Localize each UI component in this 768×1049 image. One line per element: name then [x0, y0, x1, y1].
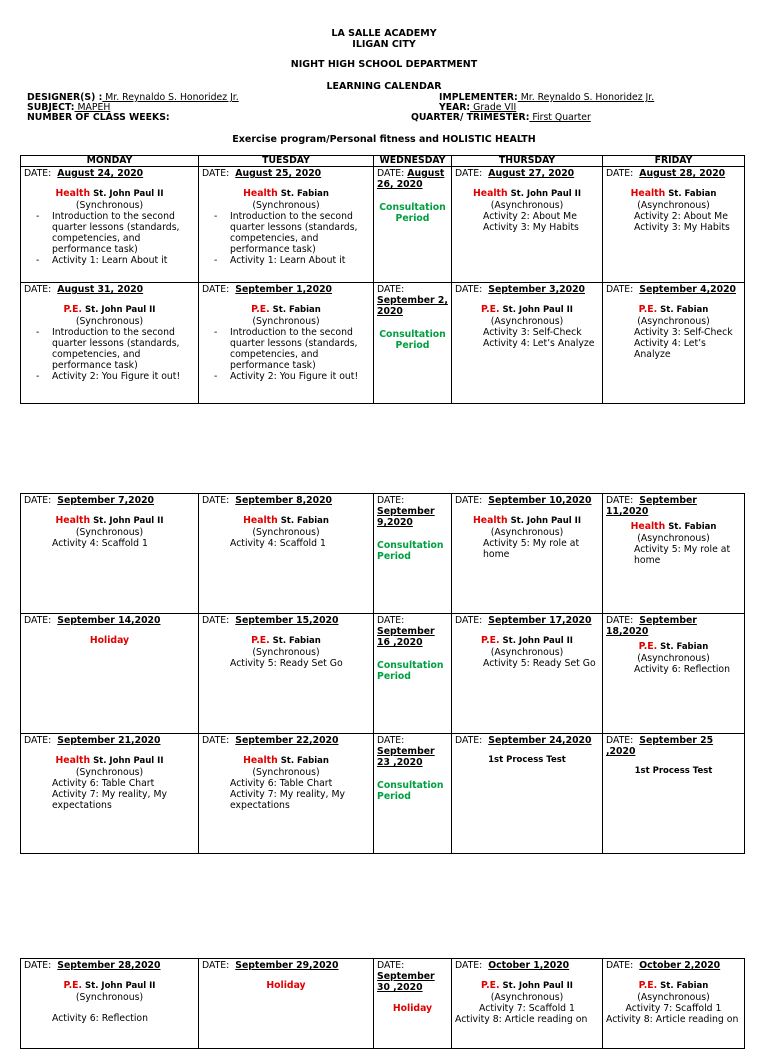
day-header-friday: FRIDAY — [603, 156, 745, 167]
list-item: - Introduction to the second quarter lessons (standards, competencies, and performance task) — [230, 327, 370, 371]
subject-line: Health St. Fabian — [243, 755, 329, 766]
date-line: DATE: September 30 ,2020 — [377, 960, 435, 993]
city-name: ILIGAN CITY — [352, 39, 416, 50]
subject-line: Health St. Fabian — [243, 188, 329, 199]
activity-text: Activity 2: About Me — [634, 211, 728, 222]
list-item: - Introduction to the second quarter lessons (standards, competencies, and performance task) — [52, 327, 195, 371]
mode-label: (Synchronous) — [75, 527, 144, 538]
department-name: NIGHT HIGH SCHOOL DEPARTMENT — [290, 59, 478, 70]
day-header-monday: MONDAY — [21, 156, 199, 167]
date-line: DATE: September 29,2020 — [202, 960, 339, 971]
mode-label: (Asynchronous) — [637, 653, 710, 664]
consultation-label: Consultation Period — [377, 660, 444, 682]
activity-text: Activity 4: Scaffold 1 — [52, 538, 148, 549]
activity-text: Activity 7: My reality, My expectations — [52, 789, 167, 811]
subject-line: P.E. St. Fabian — [638, 980, 709, 991]
date-line: DATE: August 24, 2020 — [24, 168, 144, 179]
date-line: DATE: October 1,2020 — [455, 960, 570, 971]
subject-line: P.E. St. Fabian — [251, 635, 321, 646]
activity-text: Activity 8: Article reading on — [606, 1014, 739, 1025]
mode-label: (Synchronous) — [75, 992, 144, 1003]
subject-line: Health St. John Paul II — [472, 515, 581, 526]
activity-text: Activity 3: My Habits — [634, 222, 730, 233]
day-header-wednesday: WEDNESDAY — [374, 156, 452, 167]
activity-text: Activity 5: My role at home — [483, 538, 580, 560]
day-cell — [21, 283, 199, 404]
subject-line: Health St. Fabian — [243, 515, 329, 526]
subject-label: SUBJECT: — [27, 102, 75, 113]
activity-list — [202, 327, 370, 382]
mode-label: (Asynchronous) — [490, 316, 564, 327]
week-row — [21, 959, 745, 1049]
activity-text: Activity 2: About Me — [483, 211, 577, 222]
holiday-label: Holiday — [392, 1003, 433, 1014]
calendar-table-3 — [20, 958, 745, 1049]
activity-text: Activity 3: Self-Check — [483, 327, 582, 338]
date-line: DATE: September 18,2020 — [606, 615, 697, 637]
weeks-line — [27, 112, 170, 123]
activity-text: Activity 5: Ready Set Go — [230, 658, 343, 669]
quarter-line — [411, 112, 591, 123]
date-line: DATE: September 23 ,2020 — [377, 735, 435, 768]
mode-label: (Asynchronous) — [637, 200, 710, 211]
day-cell — [199, 734, 374, 854]
list-item: - Introduction to the second quarter lessons (standards, competencies, and performance task) — [52, 211, 195, 255]
mode-label: (Asynchronous) — [490, 527, 564, 538]
implementer-label: IMPLEMENTER: — [439, 92, 518, 103]
list-item: - Activity 2: You Figure it out! — [52, 371, 195, 382]
date-line: DATE: September 2, 2020 — [377, 284, 448, 317]
activity-text: Activity 4: Let’s Analyze — [634, 338, 706, 360]
date-line: DATE: September 17,2020 — [455, 615, 592, 626]
process-test-label: 1st Process Test — [634, 766, 713, 776]
activity-text: Activity 4: Let’s Analyze — [483, 338, 595, 349]
activity-text: Activity 7: My reality, My expectations — [230, 789, 345, 811]
mode-label: (Synchronous) — [252, 527, 320, 538]
week-row — [21, 614, 745, 734]
date-line: DATE: September 15,2020 — [202, 615, 339, 626]
day-cell — [452, 167, 603, 283]
subject-line: P.E. St. John Paul II — [481, 304, 573, 315]
subject-line: Health St. John Paul II — [55, 755, 164, 766]
designer-value: Mr. Reynaldo S. Honoridez Jr. — [102, 92, 239, 103]
date-line: DATE: September 16 ,2020 — [377, 615, 435, 648]
implementer-value: Mr. Reynaldo S. Honoridez Jr. — [517, 92, 655, 103]
day-header-thursday: THURSDAY — [452, 156, 603, 167]
school-name: LA SALLE ACADEMY — [331, 28, 437, 39]
date-line: DATE: September 3,2020 — [455, 284, 586, 295]
day-cell — [452, 494, 603, 614]
calendar-table-1 — [20, 155, 745, 404]
date-line: DATE: September 14,2020 — [24, 615, 161, 626]
day-cell — [21, 614, 199, 734]
consultation-label: Consultation Period — [377, 780, 444, 802]
date-line: DATE: August 27, 2020 — [455, 168, 575, 179]
day-cell — [199, 167, 374, 283]
designer-label: DESIGNER(S) : — [27, 92, 103, 103]
activity-text: Activity 7: Scaffold 1 — [625, 1003, 722, 1014]
day-cell — [374, 167, 452, 283]
day-cell — [199, 959, 374, 1049]
mode-label: (Synchronous) — [252, 316, 320, 327]
program-title: Exercise program/Personal fitness and HOLISTIC HEALTH — [232, 134, 536, 145]
subject-line: Health St. John Paul II — [55, 188, 164, 199]
subject-line: P.E. St. John Paul II — [63, 980, 156, 991]
holiday-label: Holiday — [266, 980, 306, 991]
date-line: DATE: September 21,2020 — [24, 735, 161, 746]
mode-label: (Synchronous) — [252, 647, 320, 658]
list-item: - Activity 1: Learn About it — [230, 255, 370, 266]
day-cell — [374, 494, 452, 614]
holiday-label: Holiday — [89, 635, 130, 646]
activity-list — [202, 211, 370, 266]
day-cell — [603, 494, 745, 614]
day-cell — [603, 167, 745, 283]
activity-text: Activity 6: Reflection — [52, 1013, 148, 1024]
mode-label: (Asynchronous) — [490, 647, 564, 658]
list-item: - Introduction to the second quarter lessons (standards, competencies, and performance task) — [230, 211, 370, 255]
activity-text: Activity 6: Table Chart — [230, 778, 333, 789]
date-line: DATE: September 22,2020 — [202, 735, 339, 746]
consultation-label: Consultation Period — [379, 202, 446, 224]
day-cell — [452, 283, 603, 404]
year-value: Grade VII — [470, 102, 517, 113]
day-cell — [21, 734, 199, 854]
day-cell — [199, 614, 374, 734]
activity-text: Activity 7: Scaffold 1 — [479, 1003, 575, 1014]
consultation-label: Consultation Period — [379, 329, 446, 351]
day-cell — [452, 734, 603, 854]
date-line: DATE: September 7,2020 — [24, 495, 155, 506]
date-line: DATE: August 28, 2020 — [606, 168, 726, 179]
day-header-row — [21, 156, 745, 167]
weeks-label: NUMBER OF CLASS WEEKS: — [27, 112, 170, 123]
mode-label: (Asynchronous) — [637, 533, 710, 544]
activity-text: Activity 3: My Habits — [483, 222, 579, 233]
date-line: DATE: September 24,2020 — [455, 735, 592, 746]
list-item: - Activity 1: Learn About it — [52, 255, 195, 266]
subject-line: Health St. Fabian — [630, 521, 717, 532]
mode-label: (Synchronous) — [252, 767, 320, 778]
mode-label: (Synchronous) — [252, 200, 320, 211]
calendar-title: LEARNING CALENDAR — [326, 81, 442, 92]
date-line: DATE: August 26, 2020 — [377, 168, 445, 190]
activity-text: Activity 6: Table Chart — [52, 778, 155, 789]
activity-list — [24, 327, 195, 382]
day-cell — [374, 283, 452, 404]
date-line: DATE: September 1,2020 — [202, 284, 333, 295]
subject-line: P.E. St. Fabian — [638, 304, 709, 315]
day-cell — [199, 494, 374, 614]
mode-label: (Asynchronous) — [637, 992, 710, 1003]
date-line: DATE: September 8,2020 — [202, 495, 333, 506]
date-line: DATE: September 9,2020 — [377, 495, 435, 528]
week-row — [21, 283, 745, 404]
mode-label: (Asynchronous) — [490, 992, 564, 1003]
subject-line: Health St. Fabian — [630, 188, 717, 199]
subject-line: P.E. St. Fabian — [251, 304, 321, 315]
activity-list — [24, 211, 195, 266]
day-header-tuesday: TUESDAY — [199, 156, 374, 167]
mode-label: (Synchronous) — [75, 200, 144, 211]
day-cell — [452, 614, 603, 734]
subject-line: P.E. St. John Paul II — [481, 980, 573, 991]
date-line: DATE: September 10,2020 — [455, 495, 592, 506]
date-line: DATE: August 31, 2020 — [24, 284, 144, 295]
mode-label: (Asynchronous) — [490, 200, 564, 211]
activity-text: Activity 4: Scaffold 1 — [230, 538, 326, 549]
quarter-label: QUARTER/ TRIMESTER: — [411, 112, 530, 123]
day-cell — [374, 614, 452, 734]
day-cell — [603, 959, 745, 1049]
list-item: - Activity 2: You Figure it out! — [230, 371, 370, 382]
day-cell — [603, 283, 745, 404]
subject-line: P.E. St. John Paul II — [481, 635, 573, 646]
date-line: DATE: September 11,2020 — [606, 495, 697, 517]
mode-label: (Asynchronous) — [637, 316, 710, 327]
date-line: DATE: August 25, 2020 — [202, 168, 322, 179]
quarter-value: First Quarter — [529, 112, 591, 123]
date-line: DATE: September 28,2020 — [24, 960, 161, 971]
mode-label: (Synchronous) — [75, 316, 144, 327]
day-cell — [21, 494, 199, 614]
date-line: DATE: September 25 ,2020 — [606, 735, 714, 757]
subject-line: P.E. St. Fabian — [638, 641, 709, 652]
week-row — [21, 167, 745, 283]
day-cell — [199, 283, 374, 404]
subject-value: MAPEH — [74, 102, 111, 113]
activity-text: Activity 5: My role at home — [634, 544, 731, 566]
day-cell — [21, 959, 199, 1049]
activity-text: Activity 8: Article reading on — [455, 1014, 588, 1025]
subject-line: Health St. John Paul II — [472, 188, 581, 199]
day-cell — [21, 167, 199, 283]
subject-line: P.E. St. John Paul II — [63, 304, 156, 315]
year-label: YEAR: — [439, 102, 471, 113]
activity-text: Activity 3: Self-Check — [634, 327, 733, 338]
consultation-label: Consultation Period — [377, 540, 444, 562]
date-line: DATE: October 2,2020 — [606, 960, 721, 971]
week-row — [21, 734, 745, 854]
date-line: DATE: September 4,2020 — [606, 284, 737, 295]
day-cell — [374, 734, 452, 854]
activity-text: Activity 6: Reflection — [634, 664, 730, 675]
day-cell — [603, 734, 745, 854]
day-cell — [603, 614, 745, 734]
day-cell — [374, 959, 452, 1049]
calendar-table-2 — [20, 493, 745, 854]
activity-text: Activity 5: Ready Set Go — [483, 658, 596, 669]
week-row — [21, 494, 745, 614]
process-test-label: 1st Process Test — [488, 755, 566, 765]
mode-label: (Synchronous) — [75, 767, 144, 778]
day-cell — [452, 959, 603, 1049]
subject-line: Health St. John Paul II — [55, 515, 164, 526]
